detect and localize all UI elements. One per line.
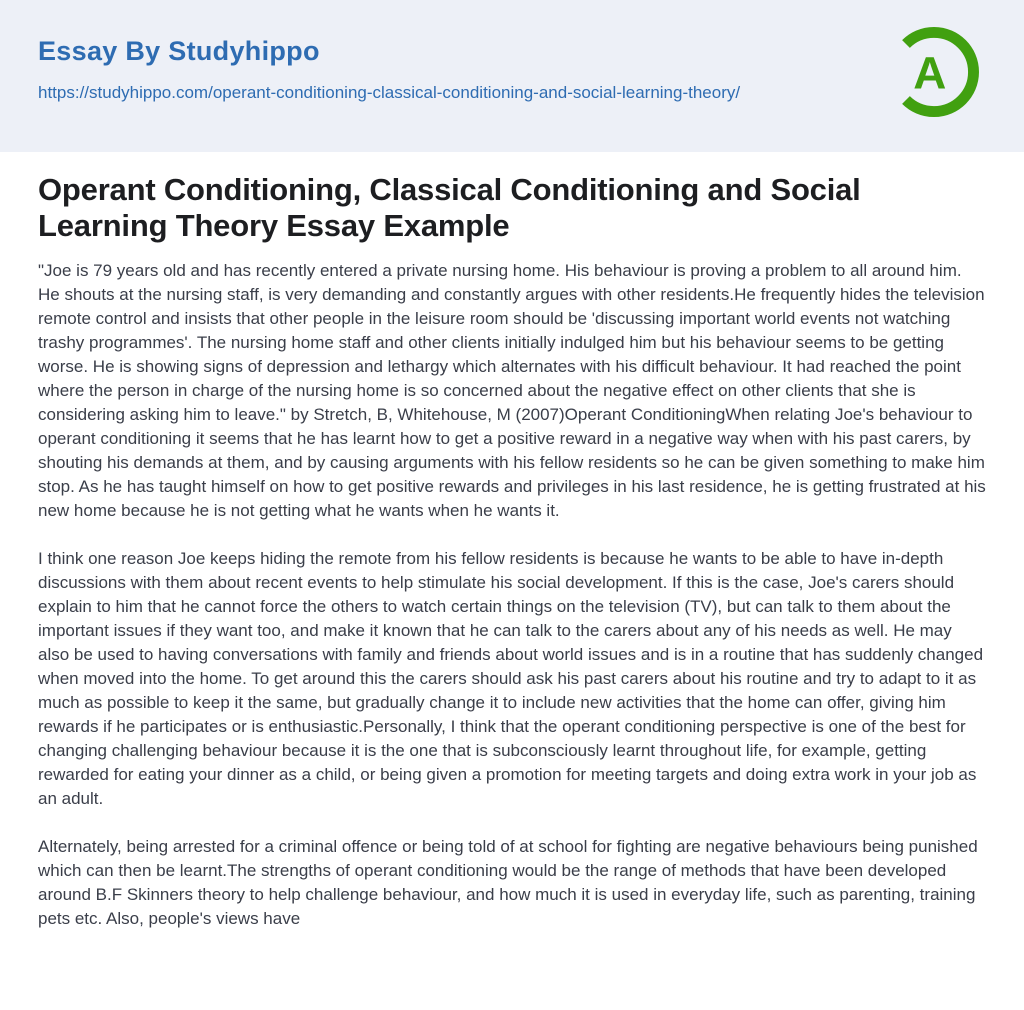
brand-title: Essay By Studyhippo [38,36,320,66]
page-header [0,0,1024,152]
essay-article [0,152,1024,971]
source-url-link[interactable]: https://studyhippo.com/operant-conditioning-classical-conditioning-and-social-learning-theory/ [38,83,741,102]
essay-paragraph-1: "Joe is 79 years old and has recently entered a private nursing home. His behaviour is proving a problem to all around him. He shouts at the nursing staff, is very demanding and constantly argues with other residents.He frequently hides the television remote control and insists that other people in the leisure room should be 'discussing important world events not watching trashy programmes'. The nursing home staff and other clients initially indulged him but his behaviour seems to be getting worse. He is showing signs of depression and lethargy which alternates with his difficult behaviour. It had reached the point where the person in charge of the nursing home is so concerned about the negative effect on other clients that she is considering asking him to leave." by Stretch, B, Whitehouse, M (2007)Operant ConditioningWhen relating Joe's behaviour to operant conditioning it seems that he has learnt how to get a positive reward in a negative way when with his past carers, by shouting his demands at them, and by causing arguments with his fellow residents so he can be given something to make him stop. As he has taught himself on how to get positive rewards and privileges in his last residence, he is getting frustrated at his new home because he is not getting what he wants when he wants it. [38,260,986,520]
logo-letter: A [913,47,947,99]
studyhippo-logo-icon [884,22,984,122]
essay-paragraph-3: Alternately, being arrested for a criminal offence or being told of at school for fighting are negative behaviours being punished which can then be learnt.The strengths of operant conditioning would be the range of methods that have been developed around B.F Skinners theory to help challenge behaviour, and how much it is used in everyday life, such as parenting, training pets etc. Also, people's views have [38,836,978,928]
essay-paragraph-2: I think one reason Joe keeps hiding the remote from his fellow residents is because he wants to be able to have in-depth discussions with them about recent events to help stimulate his social development. If this is the case, Joe's carers should explain to him that he cannot force the others to watch certain things on the television (TV), but can talk to them about the important issues if they want too, and make it known that he can talk to the carers about any of his needs as well. He may also be used to having conversations with family and friends about world issues and is in a routine that has suddenly changed when moved into the home. To get around this the carers should ask his past carers about his routine and try to adapt to it as much as possible to keep it the same, but gradually change it to include new activities that the home can offer, giving him rewards if he participates or is enthusiastic.Personally, I think that the operant conditioning perspective is one of the best for changing challenging behaviour because it is the one that is subconsciously learnt throughout life, for example, getting rewarded for eating your dinner as a child, or being given a promotion for meeting targets and doing extra work in your job as an adult. [38,548,984,808]
essay-title: Operant Conditioning, Classical Conditioning and Social Learning Theory Essay Example [38,172,861,243]
